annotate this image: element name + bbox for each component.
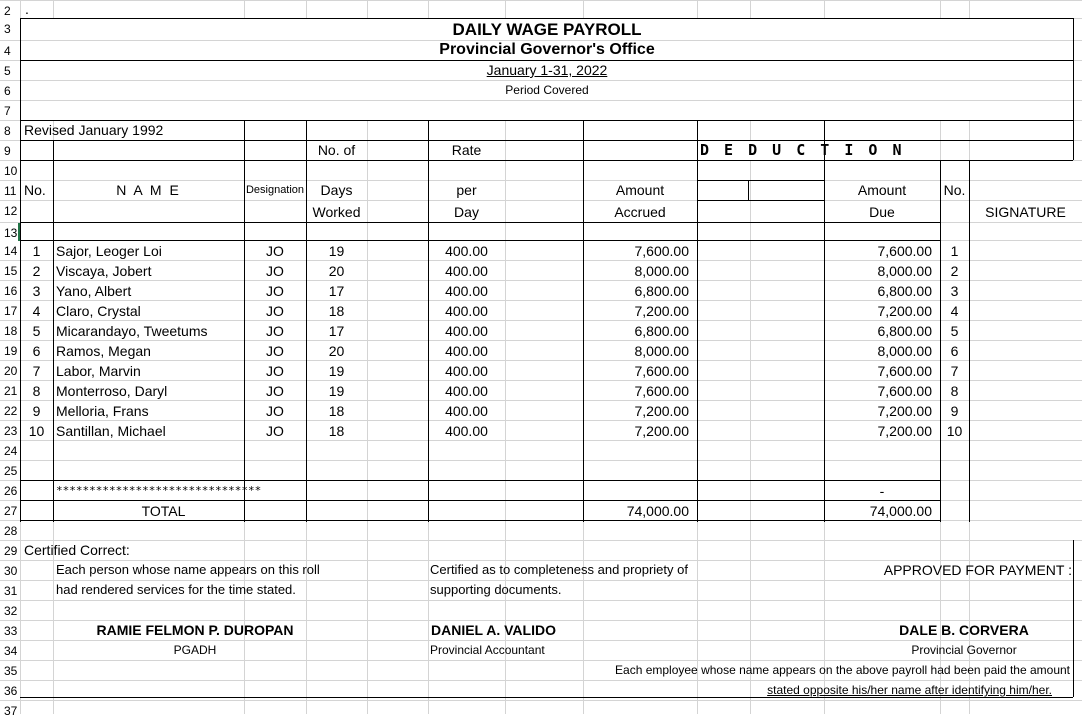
employee-rate[interactable]: 400.00 [445, 323, 488, 339]
row-number[interactable]: 8 [0, 121, 20, 140]
employee-number[interactable]: 10 [28, 423, 45, 439]
table-border-v [824, 460, 825, 480]
employee-number[interactable]: 2 [32, 263, 41, 279]
employee-name[interactable]: Yano, Albert [56, 283, 132, 299]
header-amount-accrued-1[interactable]: Amount [615, 182, 665, 198]
signatory-1-name[interactable]: RAMIE FELMON P. DUROPAN [96, 622, 294, 638]
employee-amount-accrued[interactable]: 8,000.00 [634, 343, 689, 359]
row-number[interactable]: 23 [0, 421, 20, 440]
employee-designation[interactable]: JO [266, 403, 284, 419]
row-number[interactable]: 12 [0, 201, 20, 220]
employee-amount-due[interactable]: 8,000.00 [877, 343, 932, 359]
employee-designation[interactable]: JO [266, 363, 284, 379]
employee-rate[interactable]: 400.00 [445, 283, 488, 299]
row-number[interactable]: 33 [0, 621, 20, 640]
row-number[interactable]: 29 [0, 541, 20, 560]
header-per[interactable]: per [456, 182, 477, 198]
table-border-v [697, 120, 698, 522]
signatory-2-title[interactable]: Provincial Accountant [430, 643, 545, 657]
employee-designation[interactable]: JO [266, 263, 284, 279]
employee-amount-accrued[interactable]: 6,800.00 [634, 323, 689, 339]
employee-amount-accrued[interactable]: 7,600.00 [634, 383, 689, 399]
payroll-title[interactable]: DAILY WAGE PAYROLL [452, 20, 642, 39]
employee-number[interactable]: 9 [32, 403, 41, 419]
table-border-v [1073, 18, 1074, 120]
header-rate[interactable]: Rate [451, 142, 482, 158]
row-number[interactable]: 31 [0, 581, 20, 600]
employee-amount-accrued[interactable]: 8,000.00 [634, 263, 689, 279]
employee-days-worked[interactable]: 18 [328, 403, 345, 419]
employee-number-2[interactable]: 6 [950, 343, 959, 359]
employee-amount-due[interactable]: 6,800.00 [877, 323, 932, 339]
header-amount-due-1[interactable]: Amount [857, 182, 907, 198]
row-number[interactable]: 24 [0, 441, 20, 460]
signatory-1-title[interactable]: PGADH [173, 643, 217, 657]
employee-number[interactable]: 8 [32, 383, 41, 399]
office-name[interactable]: Provincial Governor's Office [439, 41, 655, 58]
table-border-v [1073, 540, 1074, 697]
row-number[interactable]: 18 [0, 321, 20, 340]
employee-amount-accrued[interactable]: 7,600.00 [634, 363, 689, 379]
employee-rate[interactable]: 400.00 [445, 243, 488, 259]
employee-name[interactable]: Santillan, Michael [56, 423, 166, 439]
employee-designation[interactable]: JO [266, 383, 284, 399]
employee-number-2[interactable]: 7 [950, 363, 959, 379]
employee-rate[interactable]: 400.00 [445, 423, 488, 439]
payment-statement-line-1[interactable]: Each employee whose name appears on the above payroll had been paid the amount [615, 663, 1070, 677]
employee-designation[interactable]: JO [266, 343, 284, 359]
row-number[interactable]: 4 [0, 41, 20, 60]
header-name[interactable]: N A M E [116, 182, 181, 198]
employee-number-2[interactable]: 4 [950, 303, 959, 319]
row-number[interactable]: 7 [0, 101, 20, 120]
header-deduction[interactable]: D E D U C T I O N [700, 141, 905, 159]
header-no-2[interactable]: No. [943, 182, 966, 198]
grid-row-line [0, 700, 1082, 701]
employee-amount-due[interactable]: 7,600.00 [877, 363, 932, 379]
employee-days-worked[interactable]: 17 [328, 323, 345, 339]
employee-name[interactable]: Ramos, Megan [56, 343, 151, 359]
employee-number[interactable]: 3 [32, 283, 41, 299]
employee-rate[interactable]: 400.00 [445, 403, 488, 419]
employee-name[interactable]: Claro, Crystal [56, 303, 141, 319]
row-number[interactable]: 30 [0, 561, 20, 580]
employee-amount-accrued[interactable]: 7,200.00 [634, 403, 689, 419]
header-signature[interactable]: SIGNATURE [985, 204, 1066, 220]
table-border-v [748, 180, 749, 200]
employee-amount-due[interactable]: 8,000.00 [877, 263, 932, 279]
row-number[interactable]: 22 [0, 401, 20, 420]
employee-days-worked[interactable]: 18 [328, 423, 345, 439]
header-day[interactable]: Day [454, 204, 479, 220]
period-covered-dates[interactable]: January 1-31, 2022 [486, 62, 608, 78]
employee-amount-due[interactable]: 7,200.00 [877, 423, 932, 439]
employee-amount-due[interactable]: 6,800.00 [877, 283, 932, 299]
table-border-h [697, 180, 824, 181]
employee-number-2[interactable]: 8 [950, 383, 959, 399]
active-row-indicator [0, 223, 20, 241]
certified-correct-label[interactable]: Certified Correct: [24, 542, 130, 558]
employee-amount-due[interactable]: 7,200.00 [877, 303, 932, 319]
row2-mark: . [25, 1, 29, 17]
row-number[interactable]: 21 [0, 381, 20, 400]
revised-note[interactable]: Revised January 1992 [24, 122, 164, 138]
grid-row-line [0, 200, 1082, 201]
employee-name[interactable]: Viscaya, Jobert [56, 263, 152, 279]
row-number[interactable]: 26 [0, 481, 20, 500]
row-number[interactable]: 34 [0, 641, 20, 660]
employee-amount-accrued[interactable]: 7,600.00 [634, 243, 689, 259]
row-number[interactable]: 36 [0, 681, 20, 700]
employee-name[interactable]: Monterroso, Daryl [56, 383, 168, 399]
row-number[interactable]: 35 [0, 661, 20, 680]
row-number[interactable]: 28 [0, 521, 20, 540]
due-dash[interactable]: - [879, 483, 885, 499]
employee-days-worked[interactable]: 17 [328, 283, 345, 299]
employee-amount-accrued[interactable]: 7,200.00 [634, 423, 689, 439]
row-number[interactable]: 5 [0, 61, 20, 80]
row-number[interactable]: 16 [0, 281, 20, 300]
header-due[interactable]: Due [869, 204, 895, 220]
employee-amount-due[interactable]: 7,200.00 [877, 403, 932, 419]
employee-designation[interactable]: JO [266, 423, 284, 439]
certification-line-1[interactable]: Each person whose name appears on this roll [56, 562, 320, 577]
grid-row-line [0, 0, 1082, 1]
header-no[interactable]: No. [24, 182, 46, 198]
employee-days-worked[interactable]: 19 [328, 383, 345, 399]
row-number[interactable]: 32 [0, 601, 20, 620]
merged-cell-area [21, 101, 1073, 120]
employee-rate[interactable]: 400.00 [445, 303, 488, 319]
row-number[interactable]: 20 [0, 361, 20, 380]
employee-days-worked[interactable]: 19 [328, 243, 345, 259]
employee-number-2[interactable]: 5 [950, 323, 959, 339]
table-border-h [20, 222, 940, 223]
row-number[interactable]: 19 [0, 341, 20, 360]
header-days[interactable]: Days [320, 182, 353, 198]
certification-line-2[interactable]: had rendered services for the time stated. [56, 582, 296, 597]
total-amount-due[interactable]: 74,000.00 [869, 503, 932, 519]
period-covered-label[interactable]: Period Covered [505, 83, 589, 97]
row-number[interactable]: 6 [0, 81, 20, 100]
total-label[interactable]: TOTAL [141, 503, 186, 519]
payment-statement-line-2[interactable]: stated opposite his/her name after identifying him/her. [767, 683, 1052, 697]
header-no-of[interactable]: No. of [317, 142, 356, 158]
table-border-v [1073, 120, 1074, 160]
employee-designation[interactable]: JO [266, 283, 284, 299]
employee-number-2[interactable]: 2 [950, 263, 959, 279]
employee-name[interactable]: Labor, Marvin [56, 363, 141, 379]
total-amount-accrued[interactable]: 74,000.00 [626, 503, 689, 519]
employee-number-2[interactable]: 9 [950, 403, 959, 419]
employee-rate[interactable]: 400.00 [445, 383, 488, 399]
employee-days-worked[interactable]: 18 [328, 303, 345, 319]
row-number[interactable]: 11 [0, 181, 20, 200]
employee-designation[interactable]: JO [266, 323, 284, 339]
employee-amount-accrued[interactable]: 6,800.00 [634, 283, 689, 299]
header-worked[interactable]: Worked [312, 204, 361, 220]
grid-row-line [0, 460, 1082, 461]
employee-number[interactable]: 5 [32, 323, 41, 339]
employee-number-2[interactable]: 3 [950, 283, 959, 299]
row-number[interactable]: 25 [0, 461, 20, 480]
employee-days-worked[interactable]: 20 [328, 263, 345, 279]
row-number[interactable]: 27 [0, 501, 20, 520]
row-number[interactable]: 2 [0, 1, 20, 20]
header-accrued[interactable]: Accrued [614, 204, 666, 220]
employee-number[interactable]: 7 [32, 363, 41, 379]
row-number[interactable]: 10 [0, 161, 20, 180]
approved-for-payment-label[interactable]: APPROVED FOR PAYMENT : [883, 562, 1072, 578]
accountant-certification-line-1[interactable]: Certified as to completeness and propriety of [430, 562, 688, 577]
accountant-certification-line-2[interactable]: supporting documents. [430, 582, 562, 597]
table-border-h [20, 18, 1073, 19]
employee-rate[interactable]: 400.00 [445, 363, 488, 379]
header-designation[interactable]: Designation [245, 184, 305, 196]
employee-number[interactable]: 6 [32, 343, 41, 359]
employee-amount-accrued[interactable]: 7,200.00 [634, 303, 689, 319]
row-number[interactable]: 15 [0, 261, 20, 280]
row-number[interactable]: 3 [0, 19, 20, 38]
row-number[interactable]: 14 [0, 241, 20, 260]
row-number[interactable]: 13 [0, 223, 20, 242]
employee-rate[interactable]: 400.00 [445, 343, 488, 359]
employee-name[interactable]: Sajor, Leoger Loi [56, 243, 162, 259]
employee-amount-due[interactable]: 7,600.00 [877, 383, 932, 399]
employee-amount-due[interactable]: 7,600.00 [877, 243, 932, 259]
employee-days-worked[interactable]: 19 [328, 363, 345, 379]
table-border-h [697, 200, 824, 201]
signatory-3-name[interactable]: DALE B. CORVERA [899, 622, 1029, 638]
employee-number[interactable]: 1 [32, 243, 41, 259]
employee-designation[interactable]: JO [266, 303, 284, 319]
employee-name[interactable]: Melloria, Frans [56, 403, 149, 419]
stars-line[interactable]: ******************************* [56, 484, 262, 497]
employee-name[interactable]: Micarandayo, Tweetums [56, 323, 208, 339]
table-border-h [20, 160, 1073, 161]
signatory-3-title[interactable]: Provincial Governor [911, 643, 1017, 657]
employee-rate[interactable]: 400.00 [445, 263, 488, 279]
employee-days-worked[interactable]: 20 [328, 343, 345, 359]
employee-number-2[interactable]: 1 [950, 243, 959, 259]
row-number[interactable]: 37 [0, 701, 20, 720]
employee-designation[interactable]: JO [266, 243, 284, 259]
row-number[interactable]: 9 [0, 141, 20, 160]
grid-row-line [0, 600, 1082, 601]
employee-number-2[interactable]: 10 [946, 423, 963, 439]
signatory-2-name[interactable]: DANIEL A. VALIDO [431, 622, 556, 638]
employee-number[interactable]: 4 [32, 303, 41, 319]
row-number[interactable]: 17 [0, 301, 20, 320]
